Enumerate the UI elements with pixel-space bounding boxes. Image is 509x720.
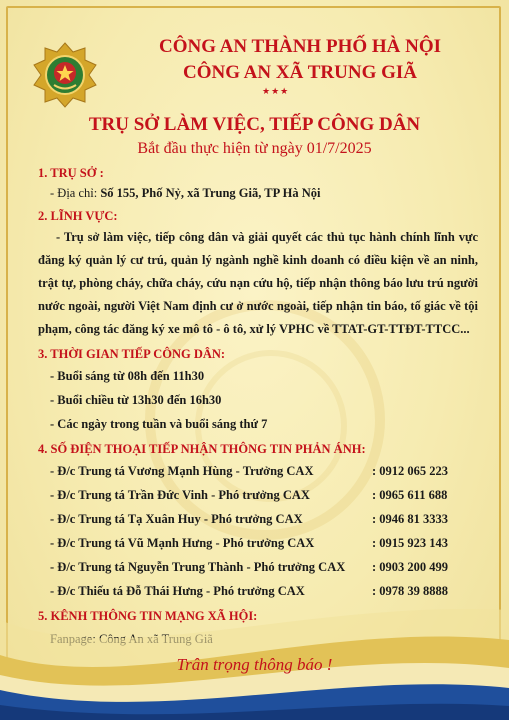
header-agency: CÔNG AN THÀNH PHỐ HÀ NỘI: [158, 36, 442, 57]
contact-phone: : 0903 200 499: [372, 560, 449, 574]
contact-name: - Đ/c Trung tá Nguyễn Trung Thành - Phó trưởng CAX: [50, 560, 346, 574]
address-value: Số 155, Phố Nỷ, xã Trung Giã, TP Hà Nội: [100, 186, 321, 200]
contact-row: [38, 483, 488, 507]
header-unit: CÔNG AN XÃ TRUNG GIÃ: [182, 62, 417, 83]
contact-name: - Đ/c Trung tá Trần Đức Vinh - Phó trưởng CAX: [50, 488, 310, 502]
contact-phone: : 0946 81 3333: [372, 512, 449, 526]
page-subtitle: Bắt đầu thực hiện từ ngày 01/7/2025: [137, 140, 372, 157]
section-field-heading: 2. LĨNH VỰC:: [38, 209, 118, 223]
hours-item: - Các ngày trong tuần và buổi sáng thứ 7: [50, 417, 268, 431]
contact-phone: : 0912 065 223: [372, 464, 449, 478]
section-office-heading: 1. TRỤ SỞ :: [38, 166, 104, 180]
contact-phone: : 0978 39 8888: [372, 584, 449, 598]
police-emblem-icon: [30, 40, 100, 110]
contact-phone: : 0965 611 688: [372, 488, 448, 502]
bottom-wave-decoration: [0, 560, 509, 720]
section-social-heading: 5. KÊNH THÔNG TIN MẠNG XÃ HỘI:: [38, 609, 258, 623]
address-label: - Địa chỉ:: [50, 186, 98, 200]
contact-name: - Đ/c Trung tá Vũ Mạnh Hưng - Phó trưởng CAX: [50, 536, 315, 550]
stars-decoration: ★★★: [262, 86, 290, 96]
contact-phone: : 0915 923 143: [372, 536, 449, 550]
section-phone-heading: 4. SỐ ĐIỆN THOẠI TIẾP NHẬN THÔNG TIN PHẢN ÁNH:: [38, 442, 366, 456]
contact-name: - Đ/c Thiếu tá Đỗ Thái Hưng - Phó trưởng CAX: [50, 584, 305, 598]
address-line: [38, 183, 488, 203]
contact-row: [38, 459, 488, 483]
hours-item: - Buổi sáng từ 08h đến 11h30: [50, 369, 205, 383]
closing-note: Trân trọng thông báo !: [176, 655, 333, 674]
page-title: TRỤ SỞ LÀM VIỆC, TIẾP CÔNG DÂN: [88, 114, 421, 135]
contact-row: [38, 531, 488, 555]
section-hours-heading: 3. THỜI GIAN TIẾP CÔNG DÂN:: [38, 347, 226, 361]
hours-item: - Buổi chiều từ 13h30 đến 16h30: [50, 393, 222, 407]
contact-name: - Đ/c Trung tá Vương Mạnh Hùng - Trưởng CAX: [50, 464, 314, 478]
contact-name: - Đ/c Trung tá Tạ Xuân Huy - Phó trưởng CAX: [50, 512, 303, 526]
field-description: - Trụ sở làm việc, tiếp công dân và giải quyết các thủ tục hành chính lĩnh vực đăng ký quản lý cư trú, quản lý ngành nghề kinh doanh có điều kiện về an ninh, trật tự, phòng cháy, chữa cháy, cứu nạn cứu hộ, tiếp nhận thông báo lưu trú người nước ngoài, người Việt Nam định cư ở nước ngoài, tiếp nhận tin báo, tố giác về tội phạm, công tác đăng ký xe mô tô - ô tô, xử lý VPHC về TTAT-GT-TTĐT-TTCC...: [38, 230, 478, 336]
contact-row: [38, 507, 488, 531]
